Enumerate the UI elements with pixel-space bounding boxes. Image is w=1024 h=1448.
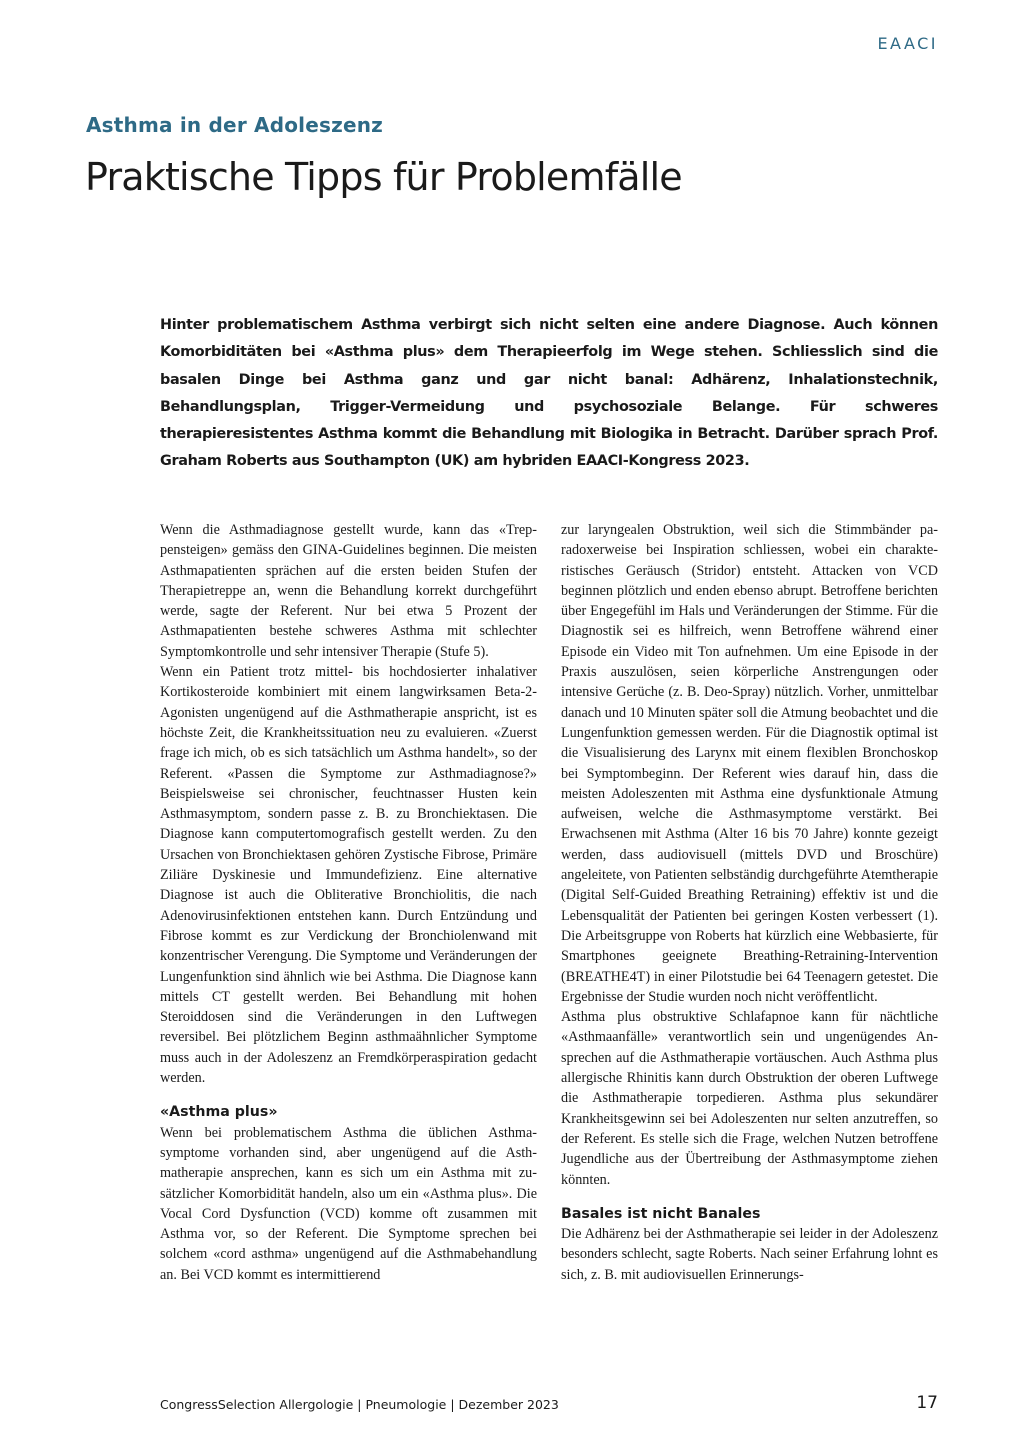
right-paragraph-2: Asthma plus obstruktive Schlafapnoe kann für nächtliche «Asthmaanfälle» verantwortlich sein und ungenügendes Ansprechen auf die Asthmatherapie vortäuschen. Auch Asthma plus allergische Rhinitis kann durch Obstruktion der oberen Luftwege die Asthmatherapie torpedieren. Asthma plus sekundärer Krankheitsgewinn sei bei Adoleszenten nur selten anzutreffen, so der Referent. Es stelle sich die Frage, welchen Nutzen betroffene Jugendliche aus der Übertreibung der Asthmasymptome ziehen könnten. [561,1009,938,1188]
footer-publication: CongressSelection Allergologie | Pneumologie | Dezember 2023 [160,1397,559,1412]
right-paragraph-1: zur laryngealen Obstruktion, weil sich die Stimmbänder paradoxerweise bei Inspiration schliessen, wobei ein charakteristisches Geräusch (Stridor) entsteht. Attacken von VCD beginnen plötzlich und enden ebenso abrupt. Betroffene berichten über Engegefühl im Hals und Veränderungen der Stimme. Für die Diagnostik sei es hilfreich, wenn Betroffene während einer Episode ein Video mit Ton aufnehmen. Um eine Episode in der Praxis auszulösen, seien körperliche Anstrengungen oder intensive Gerüche (z. B. Deo-Spray) nützlich. Vorher, unmittelbar danach und 10 Minuten später soll die Atmung beobachtet und die Lungenfunktion gemessen werden. Für die Diagnostik optimal ist die Visualisierung des Larynx mit einem flexiblen Bronchoskop bei Symptombeginn. Der Referent wies darauf hin, dass die meisten Adoleszenten mit Asthma eine dysfunktionale Atmung aufweisen, welche die Asthmasymptome verstärkt. Bei Erwachsenen mit Asthma (Alter 16 bis 70 Jahre) konnte gezeigt werden, dass audiovisuell (mittels DVD und Broschüre) angeleitete, von Patienten selbständig durchgeführte Atemtherapie (Digital Self-Guided Breathing Retraining) effektiv ist und die Lebensqualität der Patienten bei geringen Kosten verbessert (1). Die Arbeitsgruppe von Roberts hat kürzlich eine Webbasierte, für Smartphones geeignete Breathing-Retraining-Intervention (BREATHE4T) in einer Pilotstudie bei 64 Teenagern getestet. Die Ergebnisse der Studie wurden noch nicht veröffentlicht. [561,522,938,1005]
article-kicker: Asthma in der Adoleszenz [86,113,383,137]
right-column [561,520,938,1285]
header-tag: EAACI [877,34,938,53]
left-column [160,520,537,1285]
left-paragraph-1: Wenn die Asthmadiagnose gestellt wurde, kann das «Treppensteigen» gemäss den GINA-Guidelines beginnen. Die meisten Asthmapatienten sprächen auf die ersten beiden Stufen der Therapietreppe an, wenn die Behandlung korrekt durchgeführt werde, sagte der Referent. Nur bei etwa 5 Prozent der Asthmapatienten bestehe schweres Asthma mit schlechter Symptomkontrolle und sehr intensiver Therapie (Stufe 5). [160,522,537,660]
left-paragraph-2: Wenn ein Patient trotz mittel- bis hochdosierter inhalativer Kortikosteroide kombiniert mit einem langwirksamen Beta-2-Agonisten ungenügend auf die Asthmatherapie anspricht, ist es höchste Zeit, die Krankheitssituation neu zu evaluieren. «Zuerst frage ich mich, ob es sich tatsächlich um Asthma handelt», so der Referent. «Passen die Symptome zur Asthmadiagnose?» Beispielsweise sei chronischer, feuchtnasser Husten kein Asthmasymptom, sondern passe z. B. zu Bronchiektasen. Die Diagnose kann computertomografisch gestellt werden. Zu den Ursachen von Bronchiektasen gehören Zystische Fibrose, Primäre Ziliäre Dyskinesie und Immundefizienz. Eine alternative Diagnose ist auch die Obliterative Bronchiolitis, die nach Adenovirusinfektionen entstehen kann. Durch Entzündung und Fibrose kommt es zur Verdickung der Bronchiolenwand mit konzentrischer Verengung. Die Symptome und Veränderungen der Lungenfunktion sind ähnlich wie bei Asthma. Die Diagnose kann mittels CT gestellt werden. Bei Behandlung mit hohen Steroiddosen sind die Veränderungen in den Luftwegen reversibel. Bei plötzlichem Beginn asthmaähnlicher Symptome muss auch in der Adoleszenz an Fremdkörperaspiration gedacht werden. [160,664,537,1087]
page-number: 17 [916,1393,938,1413]
right-paragraph-3: Die Adhärenz bei der Asthmatherapie sei leider in der Adoleszenz besonders schlecht, sagte Roberts. Nach seiner Erfahrung lohnt es sich, z. B. mit audiovisuellen Erinnerungs- [561,1226,938,1283]
article-lead: Hinter problematischem Asthma verbirgt sich nicht selten eine andere Diagnose. Auch können Komorbiditäten bei «Asthma plus» dem Therapieerfolg im Wege stehen. Schliesslich sind die basalen Dinge bei Asthma ganz und gar nicht banal: Adhärenz, Inhalationstechnik, Behandlungsplan, Trigger-Vermeidung und psychosoziale Belange. Für schweres therapieresistentes Asthma kommt die Behandlung mit Biologika in Betracht. Darüber sprach Prof. Graham Roberts aus Southampton (UK) am hybriden EAACI-Kongress 2023. [160,317,938,470]
article-title: Praktische Tipps für Problemfälle [85,155,682,199]
section-heading-asthma-plus: «Asthma plus» [160,1104,278,1121]
left-paragraph-3: Wenn bei problematischem Asthma die üblichen Asthmasymptome vorhanden sind, aber ungenügend auf die Asthmatherapie ansprechen, kann es sich um ein Asthma mit zusätzlicher Komorbidität handeln, also um ein «Asthma plus». Die Vocal Cord Dysfunction (VCD) komme oft zusammen mit Asthma vor, so der Referent. Die Symptome sprechen bei solchem «cord asthma» ungenügend auf die Asthmabehandlung an. Bei VCD kommt es intermittierend [160,1124,537,1283]
section-heading-basales: Basales ist nicht Banales [561,1205,761,1222]
